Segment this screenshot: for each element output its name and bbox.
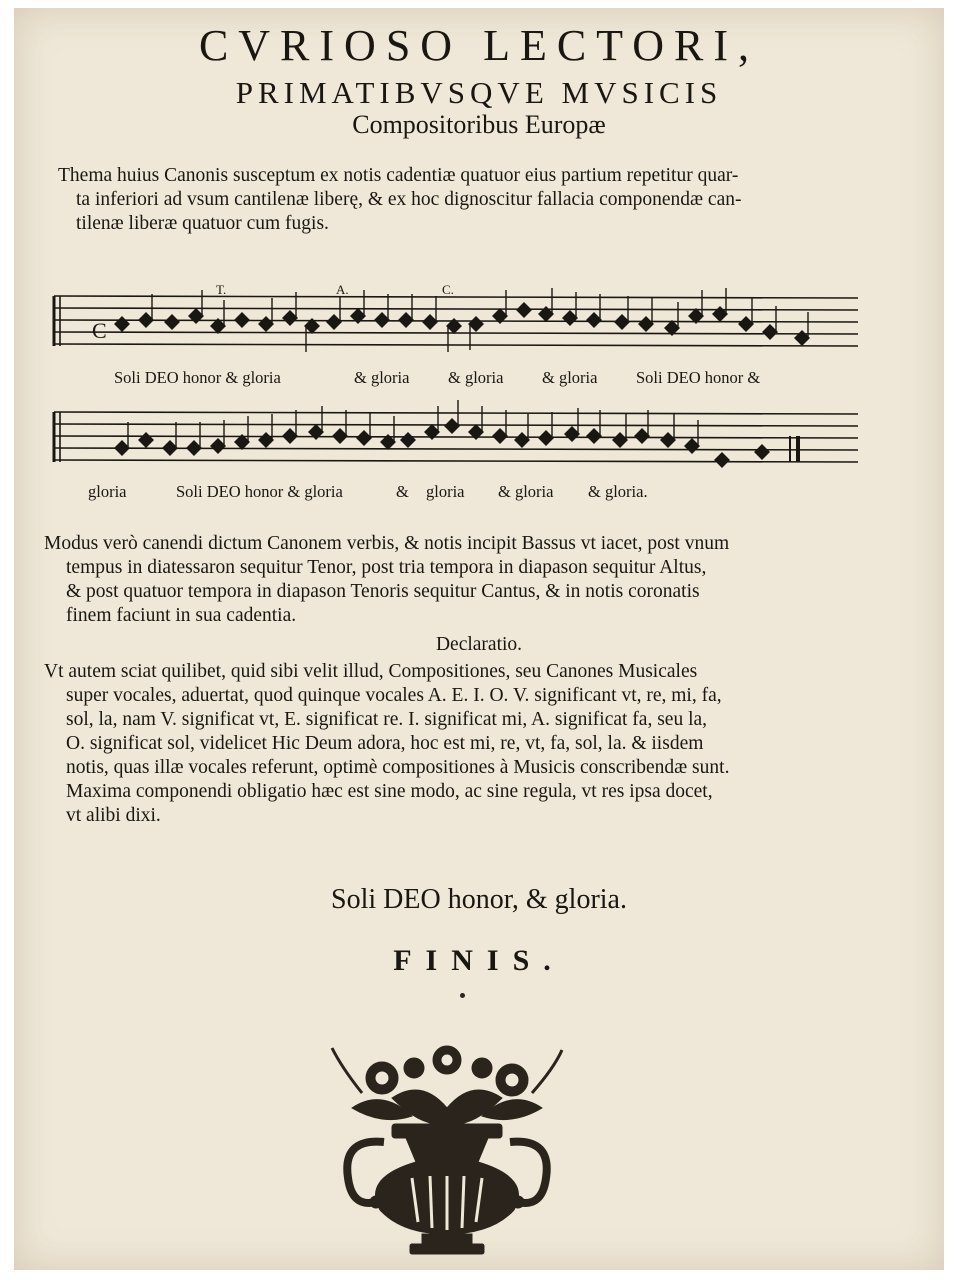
intro-line: ta inferiori ad vsum cantilenæ liberę, & ex hoc dignoscitur fallacia componendæ can- [76,189,742,210]
note-head [661,433,675,447]
declaratio-line: sol, la, nam V. significat vt, E. significat re. I. significat mi, A. significat fa, seu la, [66,709,708,730]
note-head [587,313,601,327]
note-head [613,433,627,447]
declaratio-line: Maxima componendi obligatio hæc est sine modo, ac sine regula, vt res ipsa docet, [66,781,713,802]
svg-text:C: C [92,318,107,343]
note-head [445,419,459,433]
note-head [139,433,153,447]
header-dedication: Compositoribus Europæ [352,110,606,139]
intro-line: Thema huius Canonis susceptum ex notis cadentiæ quatuor eius partium repetitur quar- [58,165,739,186]
lyric: & [396,482,409,501]
note-head [211,439,225,453]
note-head [755,445,769,459]
modus-line: & post quatuor tempora in diapason Tenoris sequitur Cantus, & in notis coronatis [66,581,700,602]
declaratio-line: Vt autem sciat quilibet, quid sibi velit illud, Compositiones, seu Canones Musicales [44,661,698,682]
note-head [685,439,699,453]
note-head [283,311,297,325]
finis-heading: FINIS. [393,944,565,977]
voice-mark-cantus: C. [442,282,454,297]
note-head [187,441,201,455]
note-head [259,317,273,331]
lyric: & gloria [498,482,554,501]
note-head [115,441,129,455]
declaratio-line: notis, quas illæ vocales referunt, optimè compositiones à Musicis conscribendæ sunt. [66,757,730,778]
lyric: Soli DEO honor & [636,368,761,387]
intro-paragraph [58,164,898,236]
note-head [375,313,389,327]
note-head [739,317,753,331]
note-head [399,313,413,327]
closing-motto: Soli DEO honor, & gloria. [331,884,627,915]
header-subtitle: PRIMATIBVSQVE MVSICIS [235,75,723,110]
music-staff-2 [46,396,866,486]
lyric: Soli DEO honor & gloria [114,368,281,387]
ornament-dot [460,993,465,998]
note-head [165,315,179,329]
lyric: gloria [426,482,465,501]
note-head [517,303,531,317]
lyric: gloria [88,482,127,501]
note-head [283,429,297,443]
flower-vase-woodcut-icon [322,1038,572,1258]
note-head [615,315,629,329]
lyric: Soli DEO honor & gloria [176,482,343,501]
note-head [357,431,371,445]
note-head [259,433,273,447]
note-head [539,431,553,445]
note-head [715,453,729,467]
voice-mark-tenor: T. [216,282,227,297]
note-head [565,427,579,441]
note-head [115,317,129,331]
modus-line: finem faciunt in sua cadentia. [66,605,297,626]
declaratio-line: vt alibi dixi. [66,805,161,826]
note-head [163,441,177,455]
declaratio-heading: Declaratio. [435,634,523,655]
note-head [423,315,437,329]
note-head [469,317,483,331]
modus-line: Modus verò canendi dictum Canonem verbis, & notis incipit Bassus vt iacet, post vnum [44,533,730,554]
note-head [587,429,601,443]
note-head [333,429,347,443]
note-head [763,325,777,339]
note-head [493,429,507,443]
header-title: CVRIOSO LECTORI, [198,21,760,70]
note-head [327,315,341,329]
modus-paragraph [44,532,880,628]
intro-line: tilenæ liberæ quatuor cum fugis. [76,213,329,234]
lyric: & gloria [448,368,504,387]
declaratio-line: O. significat sol, videlicet Hic Deum adora, hoc est mi, re, vt, fa, sol, la. & iisdem [66,733,704,754]
lyric: & gloria [354,368,410,387]
note-head [639,317,653,331]
note-head [563,311,577,325]
lyric: & gloria [542,368,598,387]
lyric: & gloria. [588,482,648,501]
declaratio-line: super vocales, aduertat, quod quinque vocales A. E. I. O. V. significant vt, re, mi, fa, [66,685,722,706]
document-page [14,8,944,1270]
declaratio-paragraph [44,660,880,828]
note-head [139,313,153,327]
note-head [635,429,649,443]
note-head [401,433,415,447]
voice-mark-alto: A. [336,282,349,297]
note-head [515,433,529,447]
music-staff-1 [46,280,866,370]
modus-line: tempus in diatessaron sequitur Tenor, post tria tempora in diapason sequitur Altus, [66,557,707,578]
note-head [235,313,249,327]
